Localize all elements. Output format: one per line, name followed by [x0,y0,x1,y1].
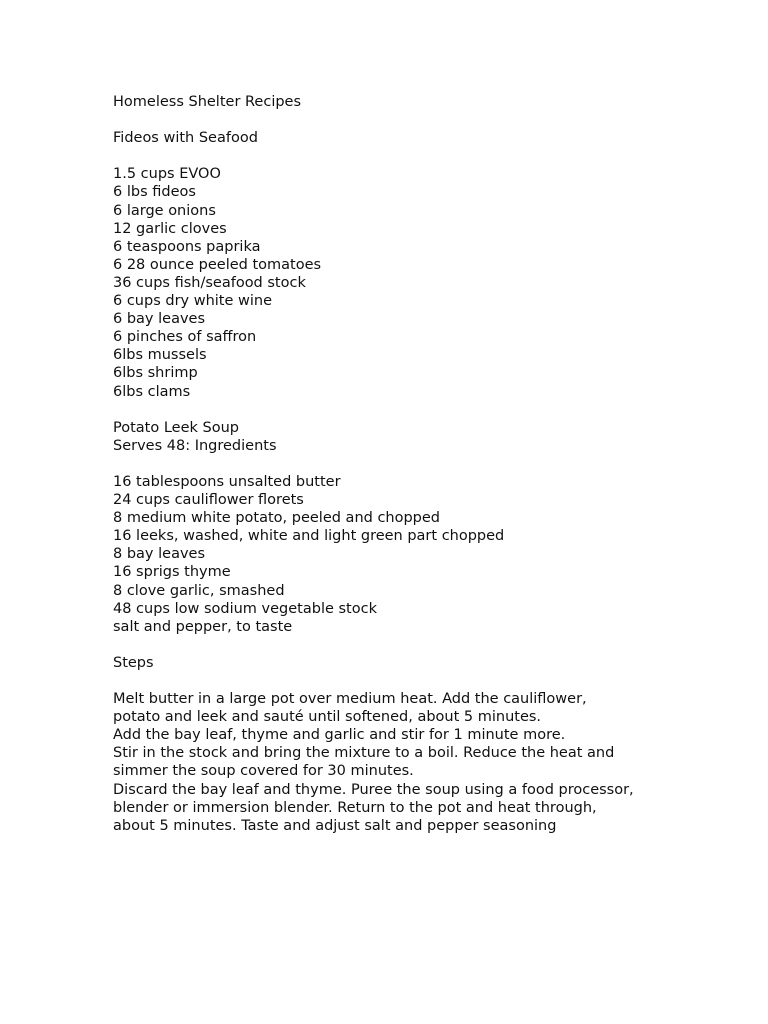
steps-line: potato and leek and sauté until softened, about 5 minutes. [113,709,542,726]
steps-line: Discard the bay leaf and thyme. Puree the soup using a food processor, [113,781,634,798]
steps-line: Add the bay leaf, thyme and garlic and stir for 1 minute more. [113,727,566,744]
steps-line: Stir in the stock and bring the mixture to a boil. Reduce the heat and [113,745,615,762]
steps-line: Melt butter in a large pot over medium heat. Add the cauliflower, [113,691,587,708]
ingredient-item: salt and pepper, to taste [113,618,293,635]
ingredient-item: 6 lbs fideos [113,184,196,201]
spacer [113,455,713,473]
ingredient-item: 8 clove garlic, smashed [113,582,285,599]
ingredient-item: 12 garlic cloves [113,220,227,237]
ingredient-item: 6 teaspoons paprika [113,238,261,255]
soup-ingredient-list [113,473,713,636]
ingredient-item: 6lbs shrimp [113,365,198,382]
steps-line: simmer the soup covered for 30 minutes. [113,763,414,780]
ingredient-item: 16 sprigs thyme [113,564,231,581]
ingredient-item: 24 cups cauliflower florets [113,492,304,509]
ingredient-item: 8 bay leaves [113,546,206,563]
steps-heading: Steps [113,654,154,671]
ingredient-item: 6lbs mussels [113,347,207,364]
serves-line: Serves 48: Ingredients [113,437,277,454]
steps-line: blender or immersion blender. Return to the pot and heat through, [113,799,597,816]
ingredient-item: 36 cups fish/seafood stock [113,274,306,291]
steps-line: about 5 minutes. Taste and adjust salt and pepper seasoning [113,817,557,834]
ingredient-item: 6 bay leaves [113,311,206,328]
ingredient-item: 6 28 ounce peeled tomatoes [113,256,322,273]
spacer [113,636,713,654]
steps-paragraph [113,690,713,835]
ingredient-item: 48 cups low sodium vegetable stock [113,600,377,617]
spacer [113,111,713,129]
document-page [113,93,713,835]
recipe-title-fideos: Fideos with Seafood [113,130,258,147]
ingredient-item: 1.5 cups EVOO [113,166,221,183]
ingredient-item: 16 tablespoons unsalted butter [113,473,341,490]
spacer [113,147,713,165]
document-title: Homeless Shelter Recipes [113,94,302,110]
ingredient-item: 6 pinches of saffron [113,329,257,346]
recipe-title-potato-leek: Potato Leek Soup [113,419,239,436]
ingredient-item: 16 leeks, washed, white and light green part chopped [113,528,505,545]
ingredient-item: 6 large onions [113,202,216,219]
spacer [113,401,713,419]
ingredient-item: 8 medium white potato, peeled and chopped [113,510,441,527]
ingredient-item: 6lbs clams [113,383,191,400]
spacer [113,672,713,690]
fideos-ingredient-list [113,165,713,400]
ingredient-item: 6 cups dry white wine [113,293,273,310]
